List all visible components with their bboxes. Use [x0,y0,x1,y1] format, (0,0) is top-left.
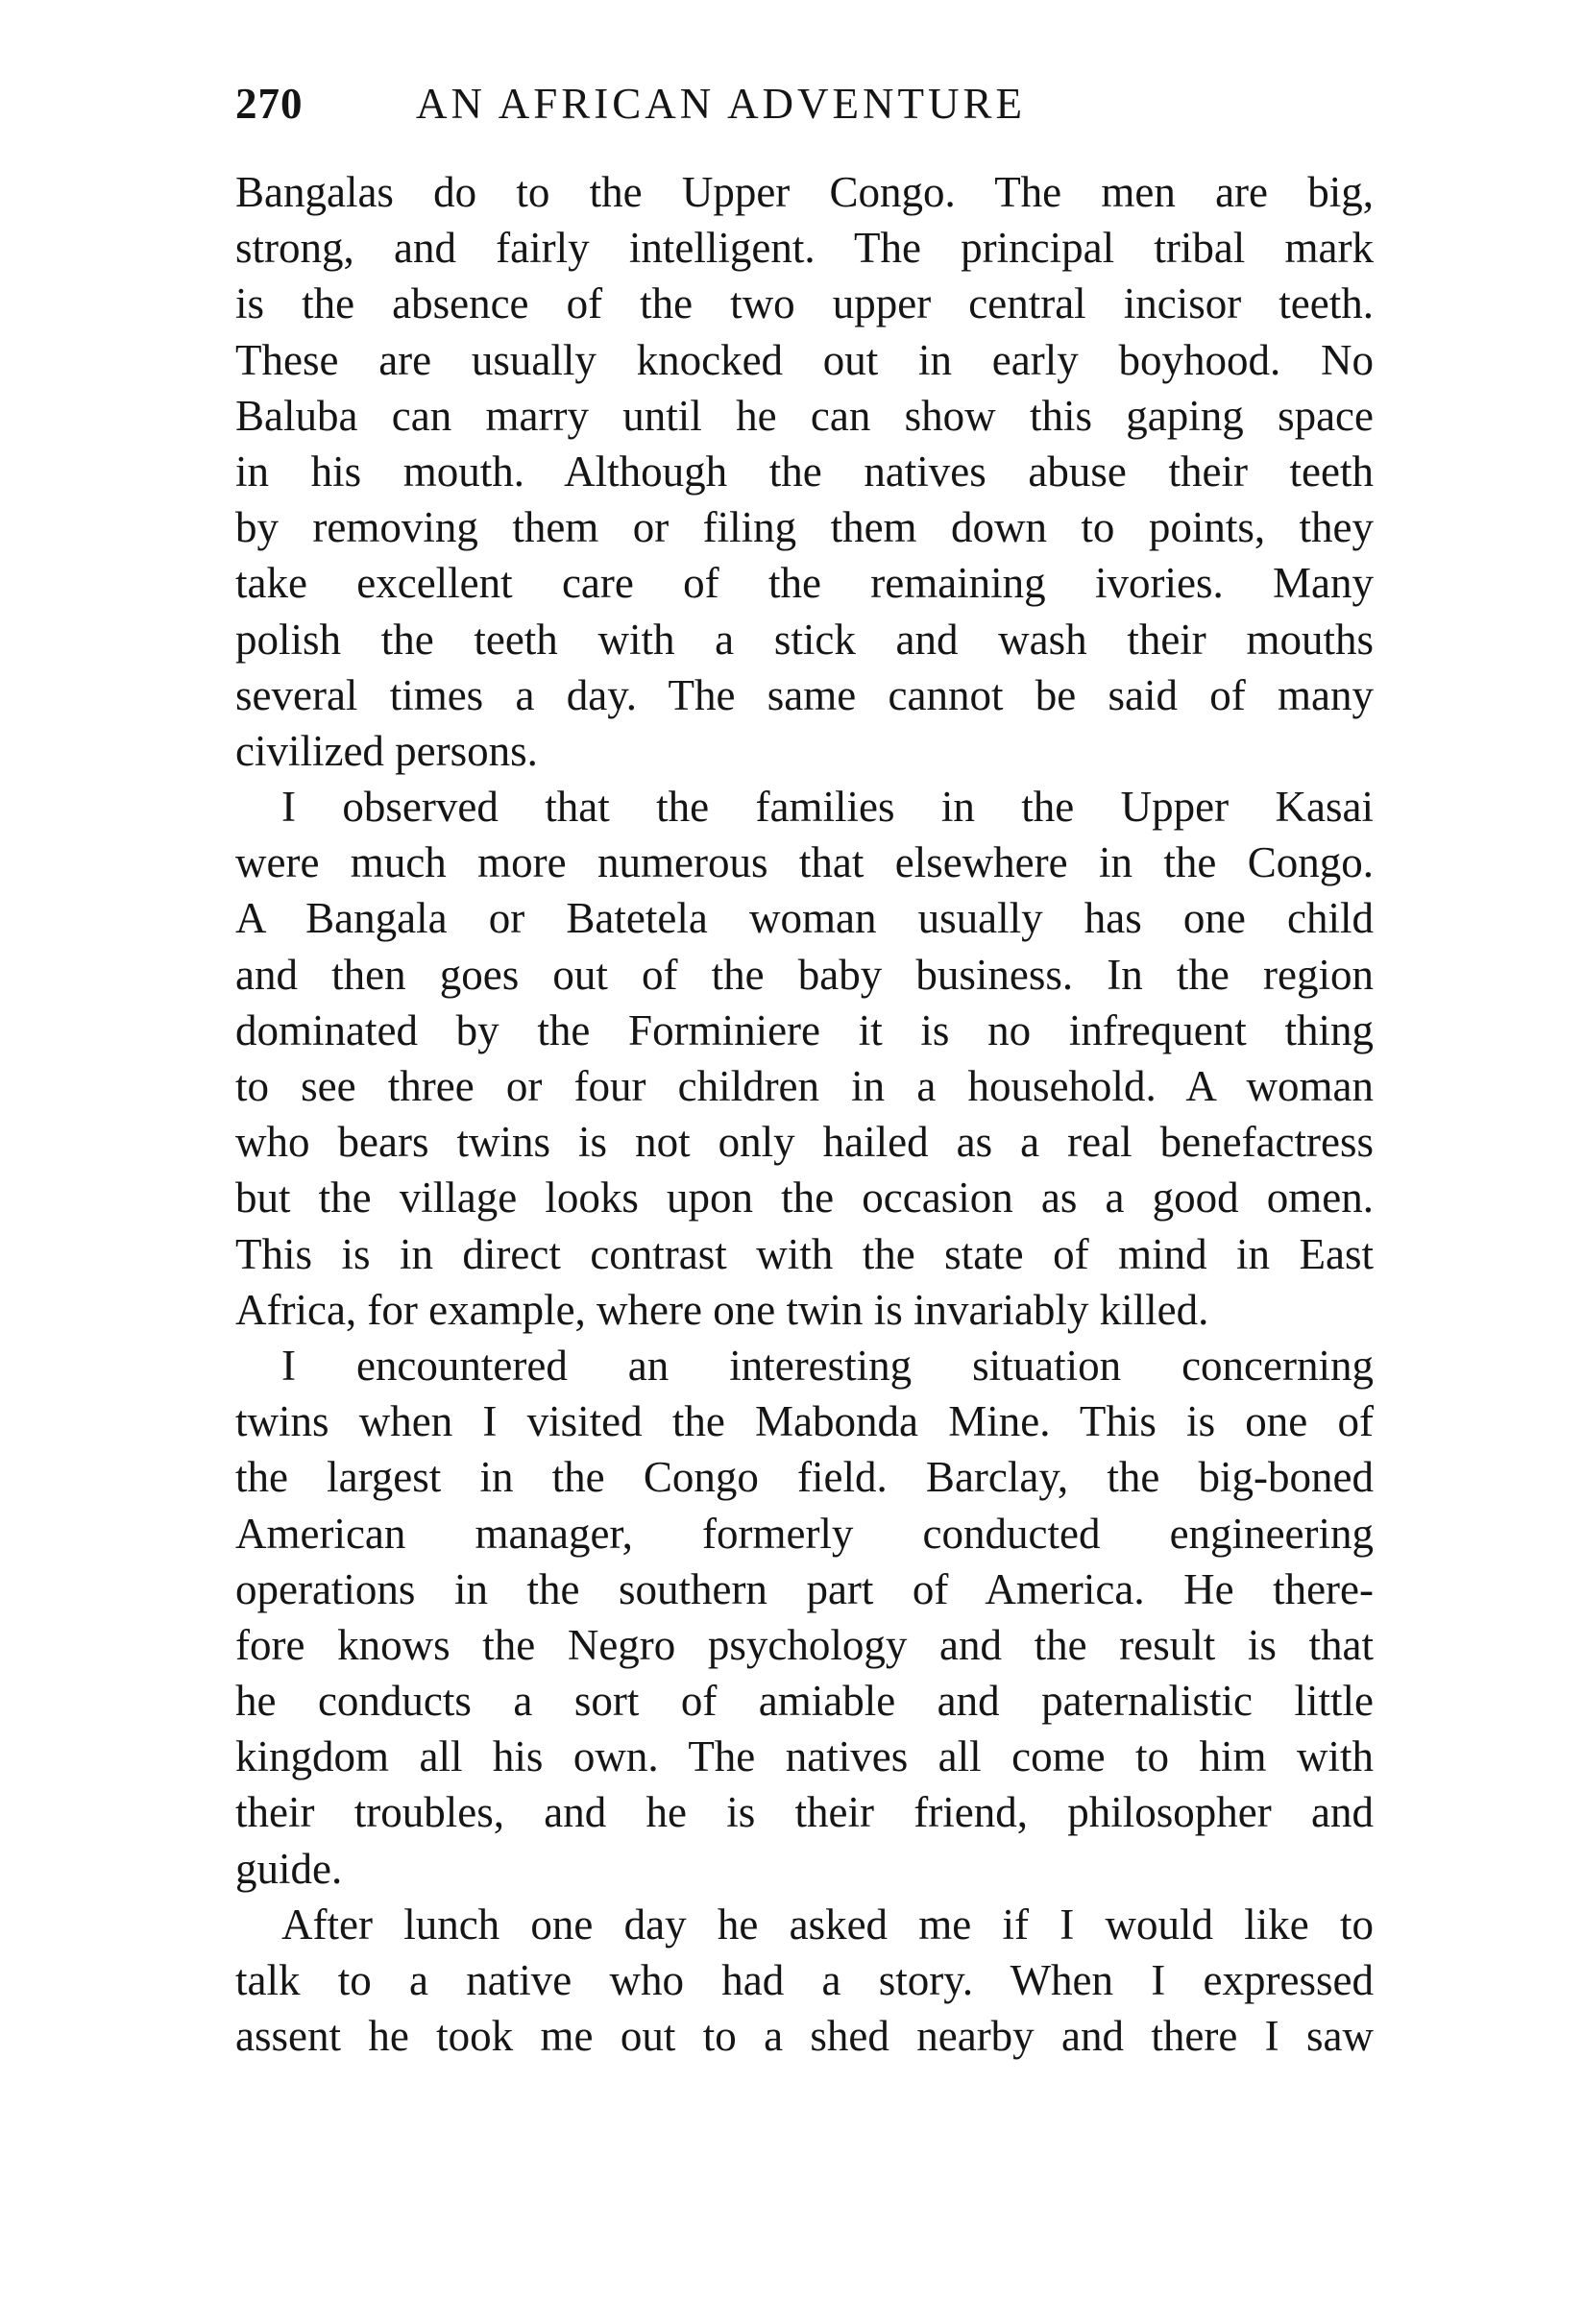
body-text [235,164,1374,2064]
text-line: several times a day. The same cannot be said of many [235,670,1374,719]
text-line: talk to a native who had a story. When I expressed [235,1956,1374,2004]
text-line: civilized persons. [235,726,538,775]
text-line: polish the teeth with a stick and wash their mouths [235,615,1374,664]
text-line: A Bangala or Batetela woman usually has one child [235,894,1374,943]
text-line: were much more numerous that elsewhere in the Congo. [235,838,1374,887]
text-line: This is in direct contrast with the state of mind in East [235,1229,1374,1278]
page-number: 270 [235,80,304,128]
text-line: fore knows the Negro psychology and the result is that [235,1620,1374,1669]
text-line: who bears twins is not only hailed as a real benefactress [235,1118,1374,1167]
text-line: their troubles, and he is their friend, philosopher and [235,1788,1374,1837]
text-line: Baluba can marry until he can show this gaping space [235,391,1374,440]
text-line: but the village looks upon the occasion as a good omen. [235,1174,1374,1223]
text-line: is the absence of the two upper central incisor teeth. [235,279,1374,328]
running-head [235,75,1206,133]
text-line: take excellent care of the remaining ivories. Many [235,559,1374,608]
text-line: dominated by the Forminiere it is no infrequent thing [235,1005,1374,1054]
text-line: Bangalas do to the Upper Congo. The men are big, [235,168,1374,216]
book-title: AN AFRICAN ADVENTURE [416,80,1027,128]
text-line: Africa, for example, where one twin is invariably killed. [235,1285,1209,1334]
text-line: I encountered an interesting situation concerning [281,1341,1374,1390]
text-line: twins when I visited the Mabonda Mine. This is one of [235,1397,1374,1446]
text-line: strong, and fairly intelligent. The principal tribal mark [235,224,1374,273]
text-line: These are usually knocked out in early boyhood. No [235,335,1374,384]
text-line: I observed that the families in the Upper Kasai [281,783,1374,832]
text-line: to see three or four children in a household. A woman [235,1062,1374,1110]
text-line: in his mouth. Although the natives abuse their teeth [235,447,1374,496]
text-line: After lunch one day he asked me if I would like to [281,1900,1374,1949]
text-line: by removing them or filing them down to points, they [235,503,1374,552]
text-line: assent he took me out to a shed nearby and there I saw [235,2012,1374,2061]
text-line: American manager, formerly conducted engineering [235,1509,1374,1558]
text-line: operations in the southern part of America. He there- [235,1564,1374,1613]
text-line: the largest in the Congo field. Barclay, the big-boned [235,1453,1374,1502]
text-line: and then goes out of the baby business. In the region [235,950,1374,999]
text-line: he conducts a sort of amiable and paternalistic little [235,1677,1374,1726]
text-line: guide. [235,1844,343,1893]
text-line: kingdom all his own. The natives all come to him with [235,1732,1374,1781]
